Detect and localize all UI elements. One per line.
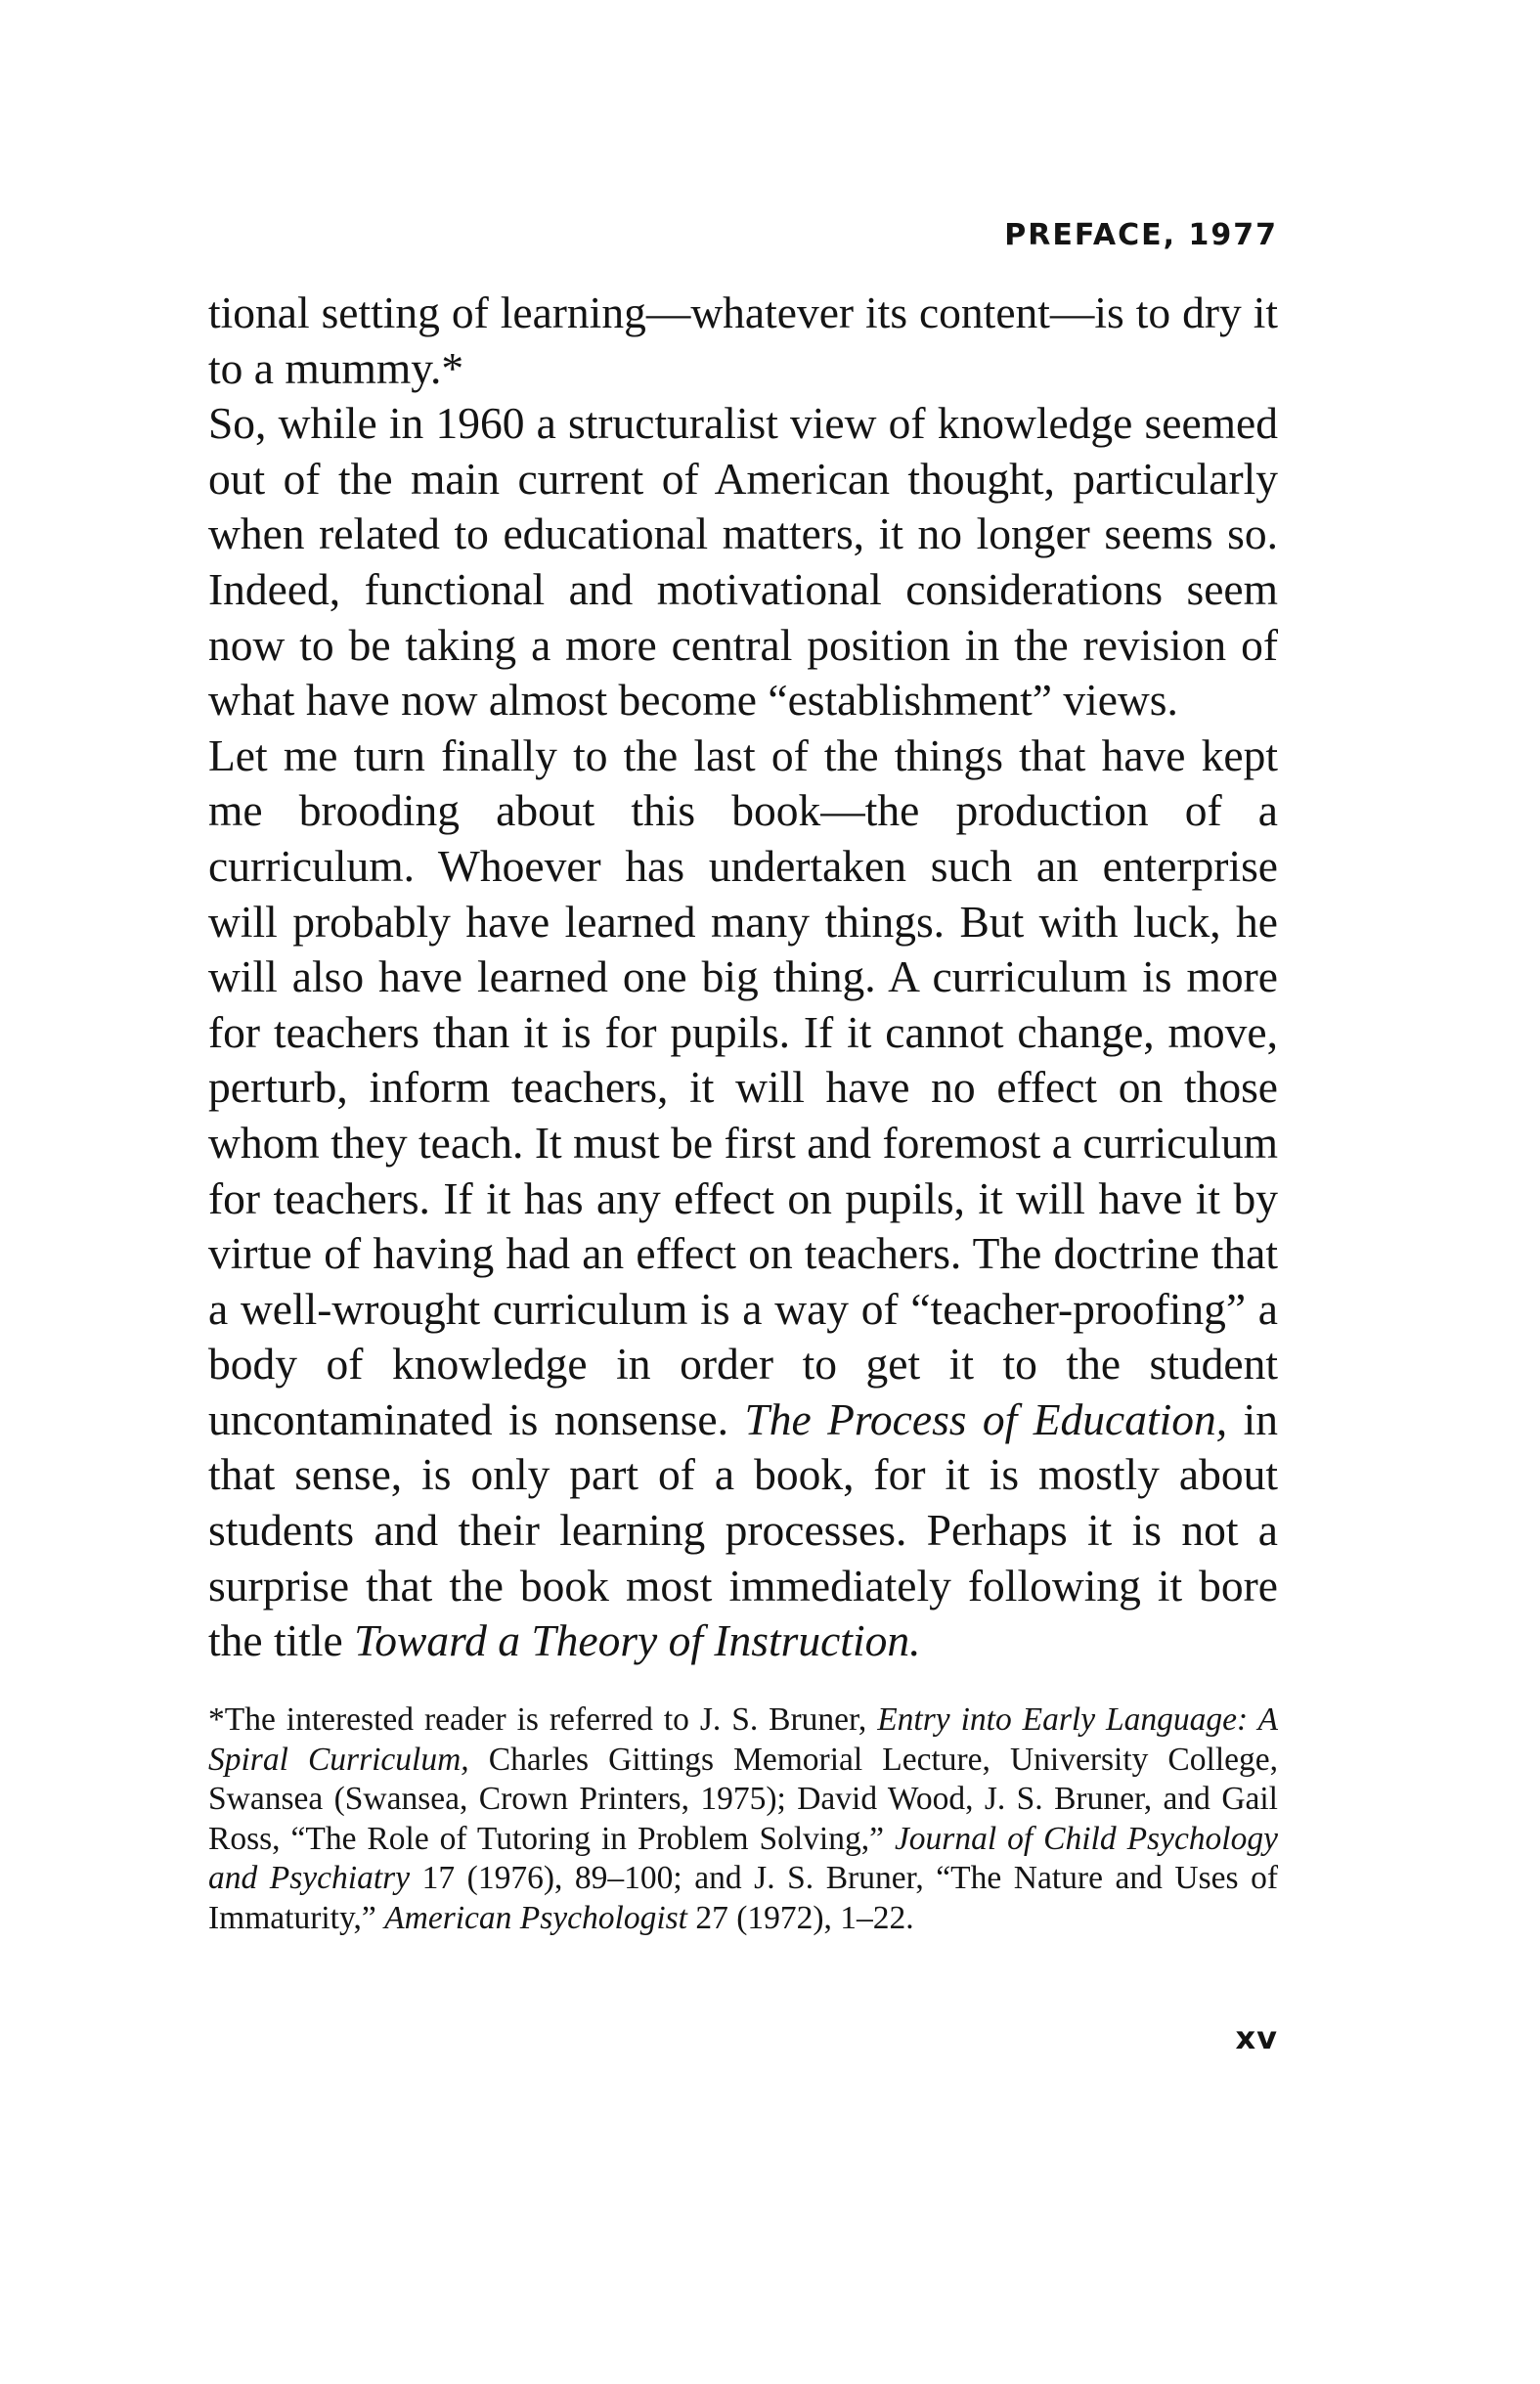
paragraph-curriculum <box>208 728 1278 1669</box>
footnote-title-entry-into-early-language: Entry into Early Language: A Spiral Curriculum, <box>208 1701 1279 1778</box>
paragraph-curriculum-text-a: Let me turn finally to the last of the things that have kept me brooding about this book—the production of a curriculum. Whoever has undertaken such an enterprise will probably have learned many things. But with luck, he will also have learned one big thing. A curriculum is more for teachers than it is for pupils. If it cannot change, move, perturb, inform teachers, it will have no effect on those whom they teach. It must be first and foremost a curriculum for teachers. If it has any effect on pupils, it will have it by virtue of having had an effect on teachers. The doctrine that a well-wrought curriculum is a way of “teacher-proofing” a body of knowledge in order to get it to the student uncontaminated is nonsense. <box>208 729 1278 1444</box>
footnote-text-1: *The interested reader is referred to J. S. Bruner, <box>208 1701 867 1738</box>
footnote-text-4: 27 (1972), 1–22. <box>695 1899 914 1936</box>
book-title-process-of-education: The Process of Education, <box>744 1393 1228 1444</box>
footnote <box>208 1700 1278 1938</box>
running-head: PREFACE, 1977 <box>1004 218 1278 252</box>
footnote-text-3: 17 (1976), 89–100; and J. S. Bruner, “The Nature and Uses of Immaturity,” <box>208 1860 1279 1936</box>
body-text <box>208 286 1278 1669</box>
paragraph-continued: tional setting of learning—whatever its content—is to dry it to a mummy.* <box>208 287 1278 393</box>
footnote-text-2: Charles Gittings Memorial Lecture, University College, Swansea (Swansea, Crown Printers, 1975); David Wood, J. S. Bruner, and Gail Ross, “The Role of Tutoring in Problem Solving,” <box>208 1741 1278 1857</box>
footnote-journal-child-psychology: Journal of Child Psychology and Psychiatry <box>208 1820 1278 1896</box>
paragraph-structuralist: So, while in 1960 a structuralist view of knowledge seemed out of the main current of American thought, particularly when related to educational matters, it no longer seems so. Indeed, functional and motivational considerations seem now to be taking a more central position in the revision of what have now almost become “establishment” views. <box>208 398 1278 726</box>
footnote-block <box>208 1700 1278 1938</box>
paragraph-curriculum-text-b: in that sense, is only part of a book, for it is mostly about students and their learning processes. Perhaps it is not a surprise that the book most immediately following it bore the title <box>208 1393 1278 1666</box>
book-title-toward-a-theory: Toward a Theory of Instruction. <box>354 1615 921 1666</box>
footnote-journal-american-psychologist: American Psychologist <box>384 1899 687 1936</box>
page-number: xv <box>1235 2019 1278 2056</box>
